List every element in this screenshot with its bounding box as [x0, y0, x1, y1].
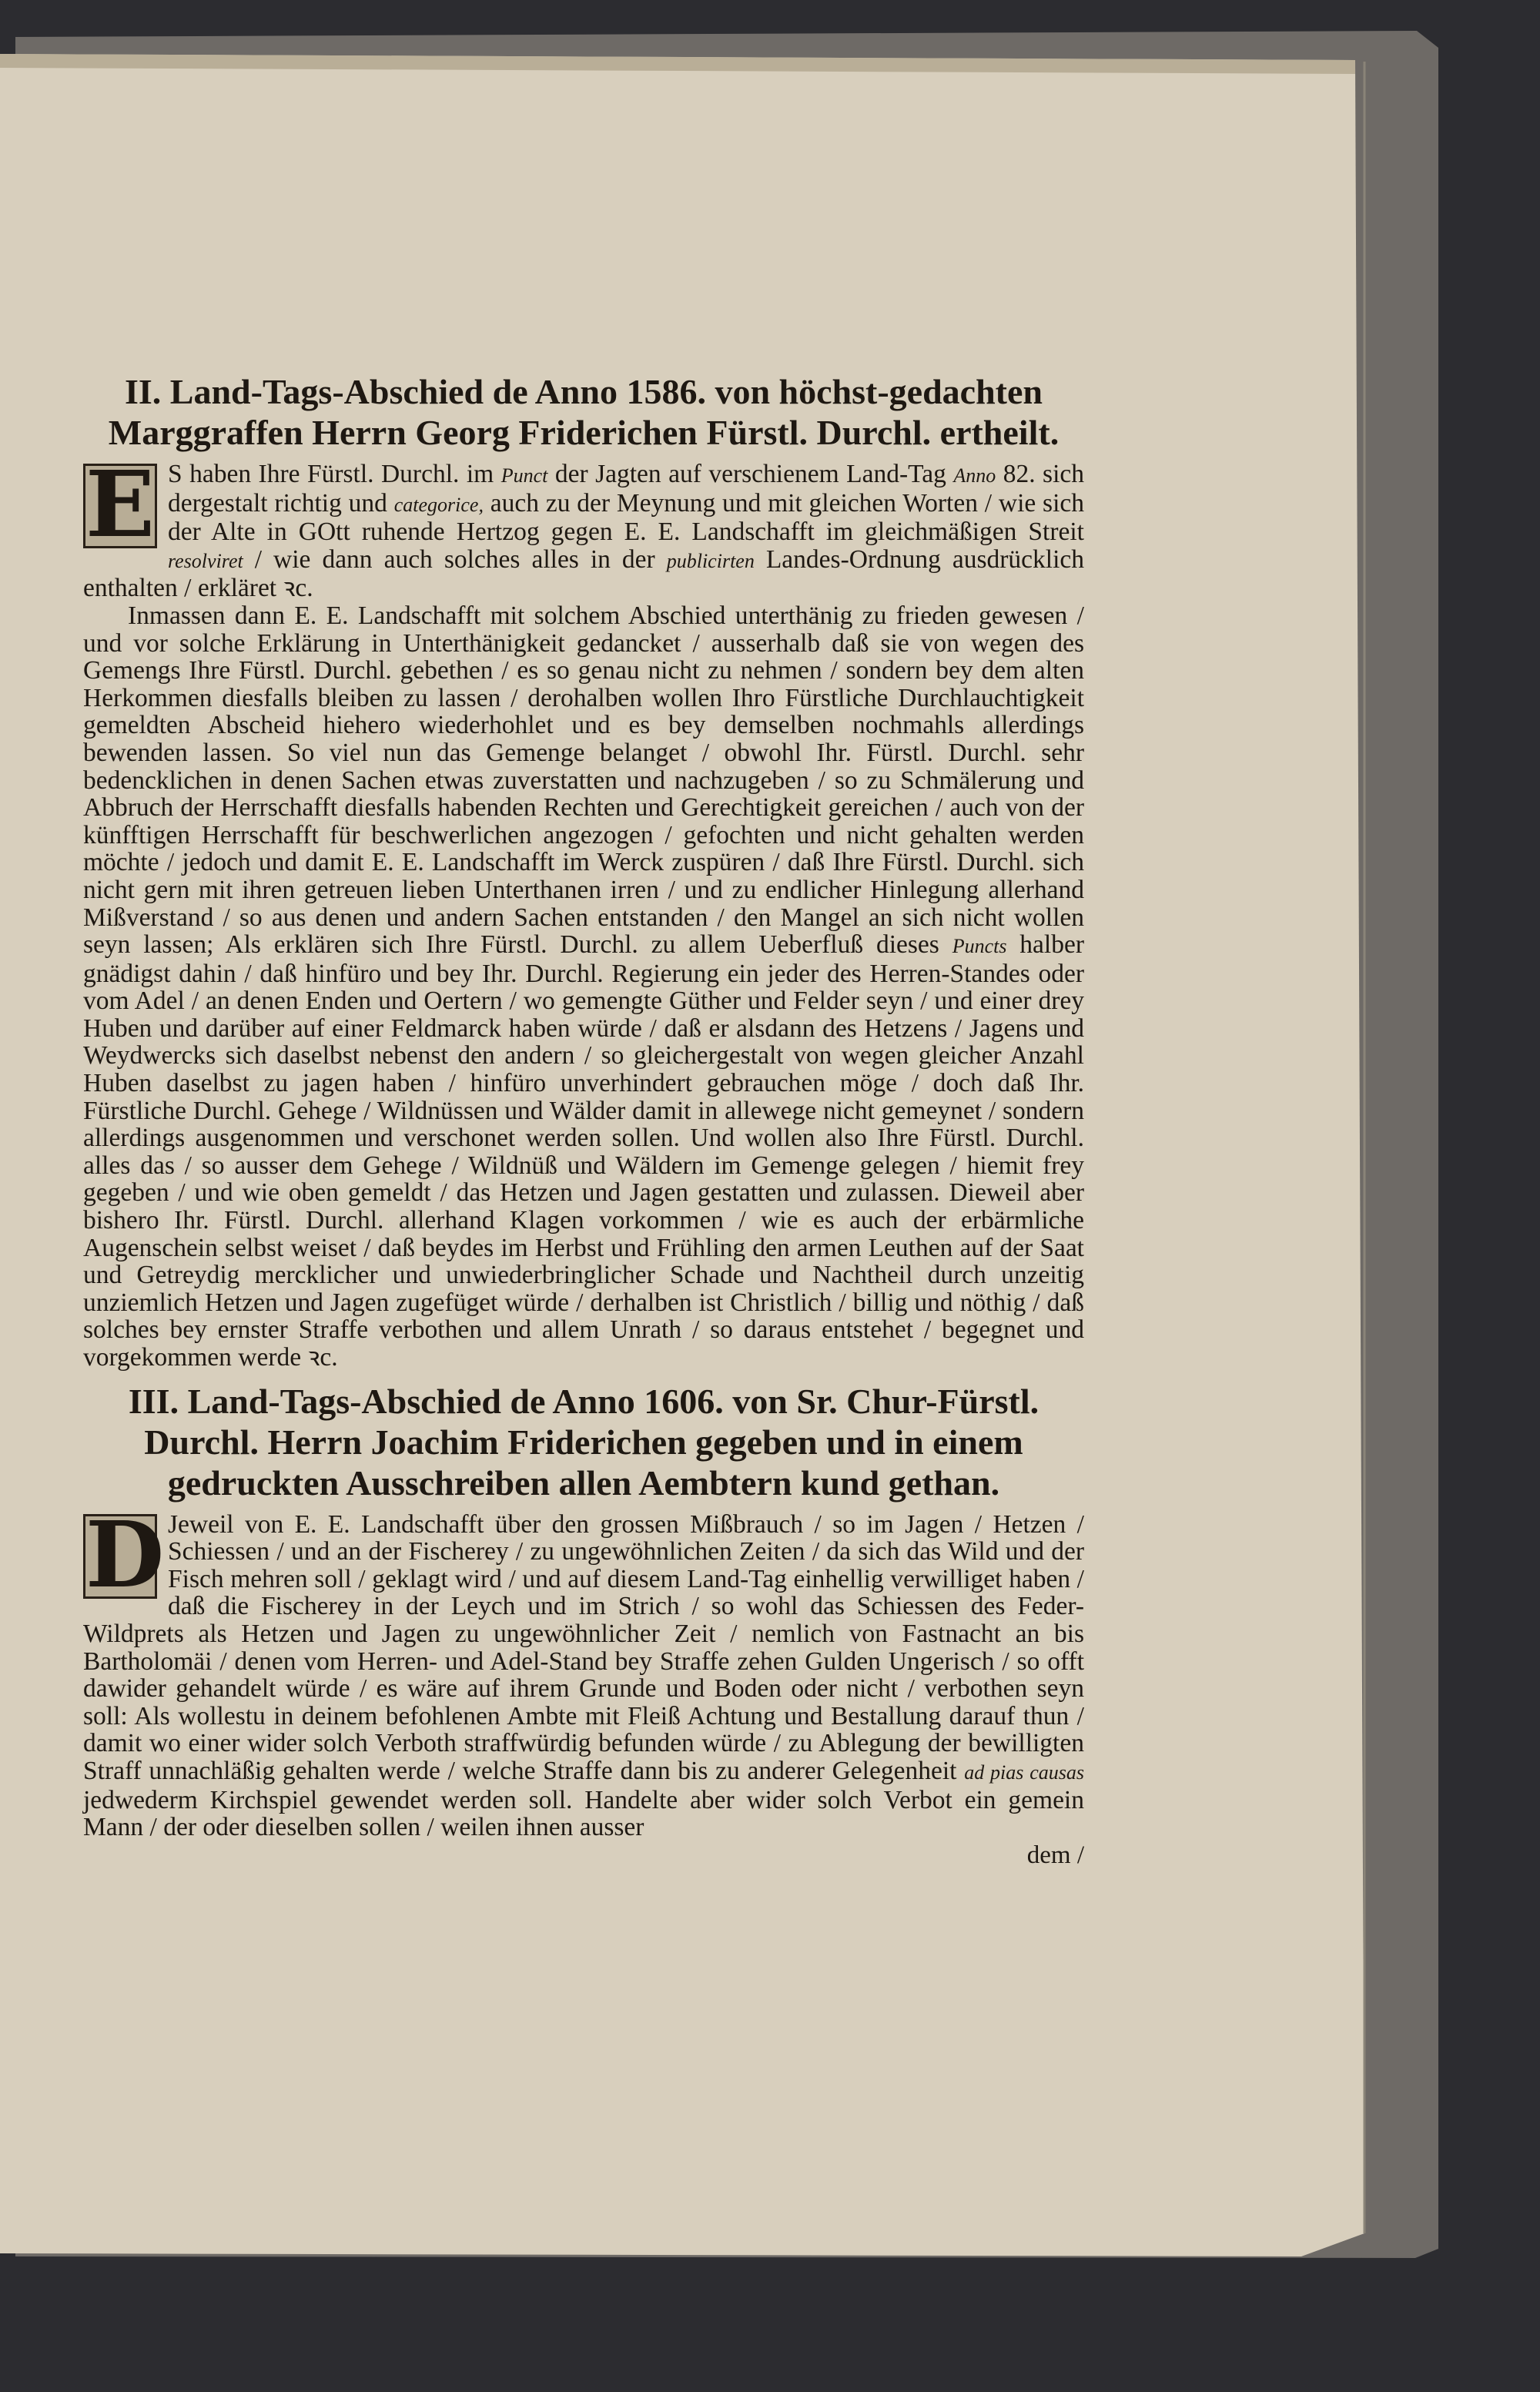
p2-b: halber gnädigst dahin / daß hinfüro und bey Ihr. Durchl. Regierung ein jeder des Herren-Standes oder vom Adel / an denen Enden und Oertern / wo gemengte Güther und Felder seyn / und einer drey Huben und darüber auf einer Feldmarck haben würde / daß er alsdann des Hetzens / Jagens und Weydwercks sich daselbst nebenst den andern / so gleichergestalt von wegen gleicher Anzahl Huben daselbst zu jagen haben / hinfüro unverhindert gebrauchen möge / doch daß Ihr. Fürstliche Durchl. Gehege / Wildnüssen und Wälder damit in allewege nicht gemeynet / sondern allerdings ausgenommen und verschonet werden sollen. Und wollen also Ihre Fürstl. Durchl. alles das / so ausser dem Gehege / Wildnüß und Wäldern im Gemenge gelegen / hiemit frey gegeben / und wie oben gemeldt / das Hetzen und Jagen gestatten und zulassen. Dieweil aber bishero Ihr. Fürstl. Durchl. allerhand Klagen vorkommen / wie es auch der erbärmliche Augenschein selbst weiset / daß beydes im Herbst und Frühling den armen Leuthen auf der Saat und Getreydig mercklicher und unwiederbringlicher Schade und Nachtheil durch unzeitig unziemlich Hetzen und Jagen zugefüget würde / derhalben ist Christlich / billig und nöthig / daß solches bey ernster Straffe verbothen und allem Unrath / so daraus entstehet / begegnet und vorgekommen werde ꝛc. [83, 930, 1084, 1372]
p1-publicirten: publicirten [666, 549, 755, 572]
p1-b: der Jagten auf verschienem Land-Tag [554, 460, 946, 488]
section-numeral-ii: II. [124, 372, 162, 411]
p1-categorice: categorice, [393, 493, 484, 516]
p1-anno: Anno [953, 464, 996, 487]
section-title-ii: Land-Tags-Abschied de Anno 1586. von höchst-gedachten Marggraffen Herrn Georg Friderichen Fürstl. Durchl. ertheilt. [108, 372, 1060, 452]
section-numeral-iii: III. [128, 1381, 179, 1421]
p1-c: 82. sich dergestalt richtig und [168, 460, 1084, 518]
section-iii-body [83, 1500, 1085, 1870]
p2-a: Inmassen dann E. E. Landschafft mit solchem Abschied unterthänig zu frieden gewesen / und vor solche Erklärung in Unterthänigkeit gedancket / ausserhalb daß sie von wegen des Gemengs Ihre Fürstl. Durchl. gebethen / es so genau nicht zu nehmen / sondern bey dem alten Herkommen diesfalls bleiben zu lassen / derohalben wollen Ihro Fürstliche Durchlauchtigkeit gemeldten Abscheid hiehero wiederhohlet und es bey demselben nochmahls allerdings bewenden lassen. So viel nun das Gemenge belanget / obwohl Ihr. Fürstl. Durchl. sehr bedencklichen in denen Sachen etwas zuverstatten und nachzugeben / so zu Schmälerung und Abbruch der Herrschafft diesfalls habenden Rechten und Gerechtigkeit gereichen / auch von der künfftigen Herrschafft für beschwerlichen angezogen / gefochten und nicht gehalten werden möchte / jedoch und damit E. E. Landschafft im Werck zuspüren / daß Ihre Fürstl. Durchl. sich nicht gern mit ihren getreuen lieben Unterthanen irren / und zu endlicher Hinlegung allerhand Mißverstand / so aus denen und andern Sachen entstanden / den Mangel an sich nicht wollen seyn lassen; Als erklären sich Ihre Fürstl. Durchl. zu allem Ueberfluß dieses [83, 601, 1084, 960]
decorated-initial-d: D [83, 1514, 157, 1599]
p3-a: Jeweil von E. E. Landschafft über den grossen Mißbrauch / so im Jagen / Hetzen / Schiessen / und an der Fischerey / zu ungewöhnlichen Zeiten / da sich das Wild und der Fisch mehren soll / geklagt wird / und auf diesem Land-Tag einhellig verwilliget haben / daß die Fischerey in der Leych und im Strich / so wohl das Schiessen des Feder-Wildprets als Hetzen und Jagen zu ungewöhnlicher Zeit / nemlich von Fastnacht an bis Bartholomäi / denen vom Herren- und Adel-Stand bey Straffe zehen Gulden Ungerisch / so offt dawider gehandelt würde / es wäre auf ihrem Grunde und Boden oder nicht / verbothen seyn soll: Als wollestu in deinem befohlenen Ambte mit Fleiß Achtung und Bestallung darauf thun / damit wo einer wider solch Verboth straffwürdig befunden würde / zu Ablegung der bewilligten Straff unnachläßig gehalten werde / welche Straffe dann bis zu anderer Gelegenheit [83, 1509, 1084, 1785]
paragraph-1 [83, 451, 1085, 603]
page-text [83, 371, 1084, 1870]
paragraph-2 [83, 602, 1084, 1372]
p1-d: auch zu der Meynung und mit gleichen Worten / wie sich der Alte in GOtt ruhende Hertzog gegen E. E. Landschafft im gleichmäßigen Streit [168, 488, 1085, 547]
decorated-initial-e: E [83, 464, 157, 548]
section-ii-body [83, 451, 1085, 1372]
p2-puncts: Puncts [952, 935, 1007, 958]
p1-a: S haben Ihre Fürstl. Durchl. im [168, 460, 494, 488]
catchword: dem / [1026, 1841, 1084, 1869]
p1-resolviret: resolviret [168, 549, 243, 572]
p3-adpias: ad pias causas [964, 1760, 1085, 1784]
section-heading-iii [83, 1381, 1084, 1503]
p3-b: jedwederm Kirchspiel gewendet werden soll. Handelte aber wider solch Verbot ein gemein Mann / der oder dieselben sollen / weilen ihnen ausser [83, 1785, 1084, 1842]
paragraph-3 [83, 1500, 1085, 1842]
p1-f: Landes-Ordnung ausdrücklich enthalten / erkläret ꝛc. [83, 544, 1085, 603]
section-heading-ii [83, 371, 1084, 453]
p1-punct: Punct [500, 464, 548, 487]
section-title-iii: Land-Tags-Abschied de Anno 1606. von Sr. Chur-Fürstl. Durchl. Herrn Joachim Friderichen gegeben und in einem gedruckten Ausschreiben allen Aembtern kund gethan. [144, 1381, 1040, 1503]
p1-e: / wie dann auch solches alles in der [254, 544, 655, 574]
